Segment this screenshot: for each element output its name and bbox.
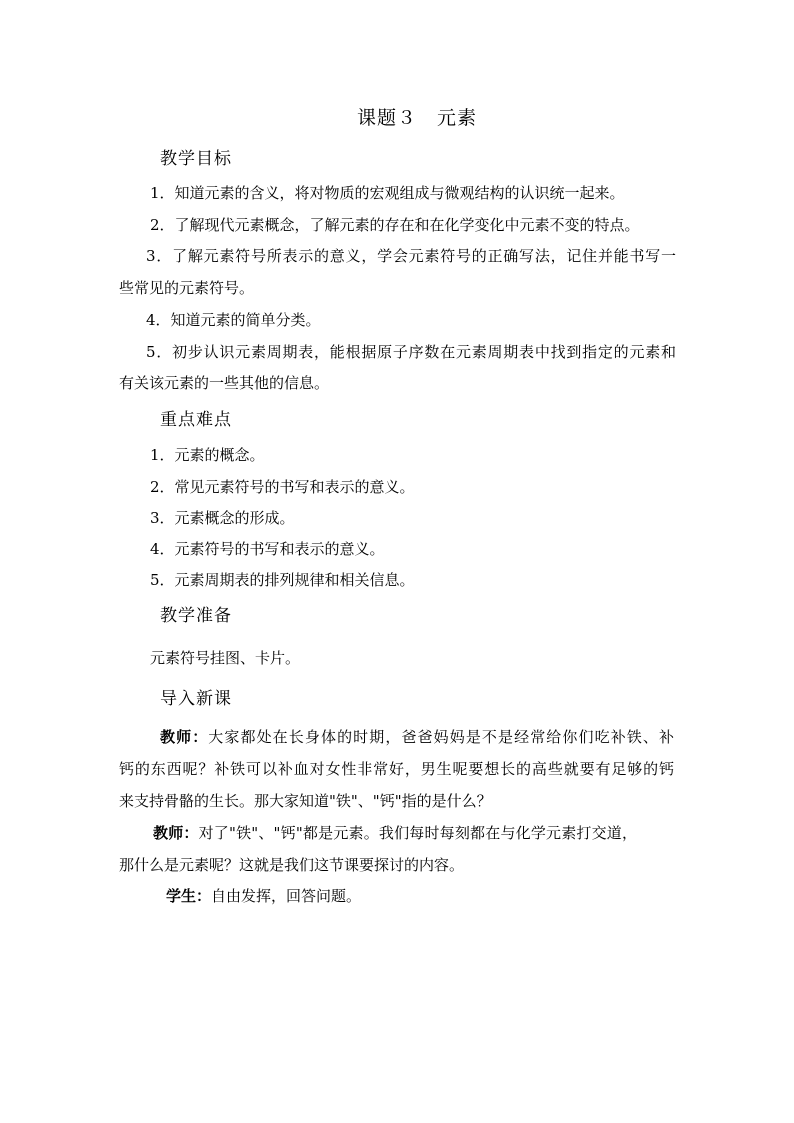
goal-item-continuation: 有关该元素的一些其他的信息。 — [119, 374, 330, 392]
goal-item: 2．了解现代元素概念，了解元素的存在和在化学变化中元素不变的特点。 — [150, 216, 640, 234]
dialogue-paragraph — [153, 823, 637, 843]
dialogue-continuation: 那什么是元素呢？这就是我们这节课要探讨的内容。 — [119, 856, 465, 874]
key-point-item: 4．元素符号的书写和表示的意义。 — [150, 540, 385, 558]
goal-item: 5．初步认识元素周期表，能根据原子序数在元素周期表中找到指定的元素和 — [146, 343, 676, 361]
goals-heading: 教学目标 — [160, 149, 232, 169]
key-point-item: 2．常见元素符号的书写和表示的意义。 — [150, 478, 415, 496]
speaker-label: 教师： — [153, 824, 199, 842]
dialogue-continuation: 来支持骨骼的生长。那大家知道"铁"、"钙"指的是什么？ — [119, 792, 492, 810]
key-points-heading: 重点难点 — [160, 410, 232, 430]
dialogue-text: 大家都处在长身体的时期，爸爸妈妈是不是经常给你们吃补铁、补 — [208, 728, 674, 746]
goal-item: 1．知道元素的含义，将对物质的宏观组成与微观结构的认识统一起来。 — [150, 184, 625, 202]
key-point-item: 5．元素周期表的排列规律和相关信息。 — [150, 571, 415, 589]
speaker-label: 教师： — [160, 728, 209, 746]
dialogue-text: 对了"铁"、"钙"都是元素。我们每时每刻都在与化学元素打交道， — [198, 824, 637, 842]
dialogue-text: 自由发挥，回答问题。 — [211, 887, 362, 905]
preparation-heading: 教学准备 — [160, 606, 232, 626]
dialogue-paragraph — [160, 727, 674, 747]
key-point-item: 3．元素概念的形成。 — [150, 509, 295, 527]
key-point-item: 1．元素的概念。 — [150, 446, 265, 464]
intro-heading: 导入新课 — [160, 689, 232, 709]
goal-item: 4．知道元素的简单分类。 — [146, 311, 321, 329]
dialogue-continuation: 钙的东西呢？补铁可以补血对女性非常好，男生呢要想长的高些就要有足够的钙 — [119, 760, 674, 778]
preparation-text: 元素符号挂图、卡片。 — [150, 649, 301, 667]
speaker-label: 学生： — [166, 887, 212, 905]
goal-item-continuation: 些常见的元素符号。 — [119, 279, 255, 297]
page-title: 课题３ 元素 — [357, 107, 478, 129]
goal-item: 3．了解元素符号所表示的意义，学会元素符号的正确写法，记住并能书写一 — [146, 247, 676, 265]
dialogue-paragraph — [166, 886, 361, 906]
